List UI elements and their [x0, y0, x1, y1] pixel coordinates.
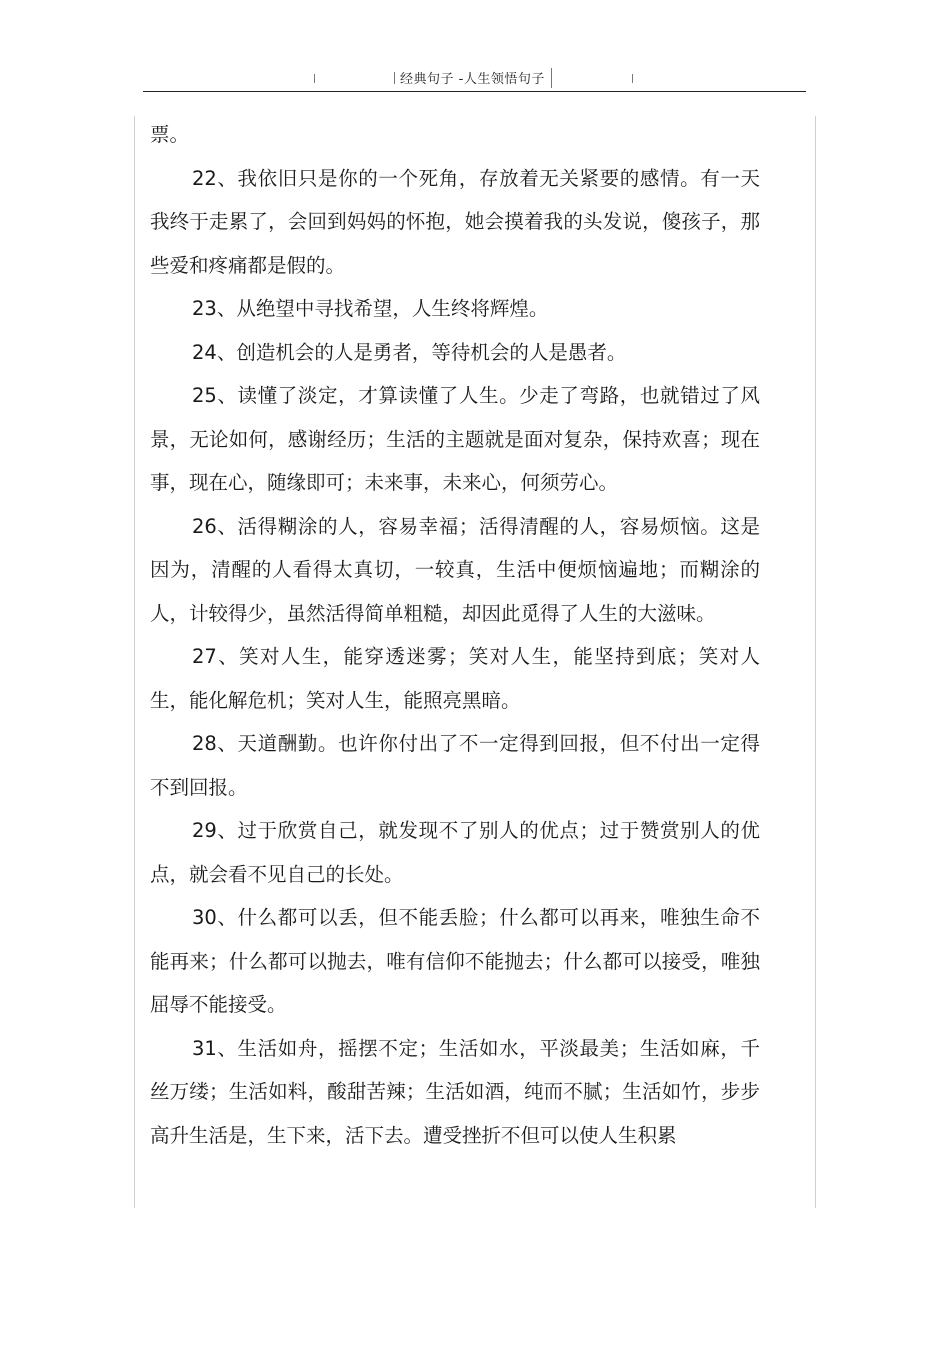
header-tick-mark — [314, 74, 315, 83]
paragraph-29: 29、过于欣赏自己，就发现不了别人的优点；过于赞赏别人的优点，就会看不见自己的长处。 — [150, 819, 760, 886]
paragraph-28: 28、天道酬勤。也许你付出了不一定得到回报，但不付出一定得不到回报。 — [150, 732, 760, 799]
paragraph-25: 25、读懂了淡定，才算读懂了人生。少走了弯路，也就错过了风景，无论如何，感谢经历；生活的主题就是面对复杂，保持欢喜；现在事，现在心，随缘即可；未来事，未来心，何须劳心。 — [150, 384, 760, 494]
header-tick-mark — [551, 68, 552, 88]
document-body — [150, 113, 760, 1157]
paragraph-30: 30、什么都可以丢，但不能丢脸；什么都可以再来，唯独生命不能再来；什么都可以抛去，唯有信仰不能抛去；什么都可以接受，唯独屈辱不能接受。 — [150, 906, 760, 1016]
paragraph-continuation: 票。 — [150, 123, 190, 146]
paragraph-27: 27、笑对人生，能穿透迷雾；笑对人生，能坚持到底；笑对人生，能化解危机；笑对人生，能照亮黑暗。 — [150, 645, 760, 712]
right-margin-line — [815, 116, 816, 1208]
paragraph-24: 24、创造机会的人是勇者，等待机会的人是愚者。 — [192, 340, 627, 364]
left-margin-line — [134, 116, 135, 1208]
paragraph-31: 31、生活如舟，摇摆不定；生活如水，平淡最美；生活如麻，千丝万缕；生活如料，酸甜苦辣；生活如酒，纯而不腻；生活如竹，步步高升生活是，生下来，活下去。遭受挫折不但可以使人生积累 — [150, 1036, 760, 1147]
page-header — [0, 0, 950, 100]
header-tick-mark — [394, 72, 395, 84]
header-tick-mark — [632, 74, 633, 83]
paragraph-23: 23、从绝望中寻找希望，人生终将辉煌。 — [192, 297, 549, 320]
paragraph-26: 26、活得糊涂的人，容易幸福；活得清醒的人，容易烦恼。这是因为，清醒的人看得太真切，一较真，生活中便烦恼遍地；而糊涂的人，计较得少，虽然活得简单粗糙，却因此觅得了人生的大滋味。 — [150, 514, 760, 625]
header-title: 经典句子 -人生领悟句子 — [400, 72, 545, 87]
header-rule — [143, 91, 806, 92]
paragraph-22: 22、我依旧只是你的一个死角，存放着无关紧要的感情。有一天我终于走累了，会回到妈妈的怀抱，她会摸着我的头发说，傻孩子，那些爱和疼痛都是假的。 — [150, 166, 760, 277]
